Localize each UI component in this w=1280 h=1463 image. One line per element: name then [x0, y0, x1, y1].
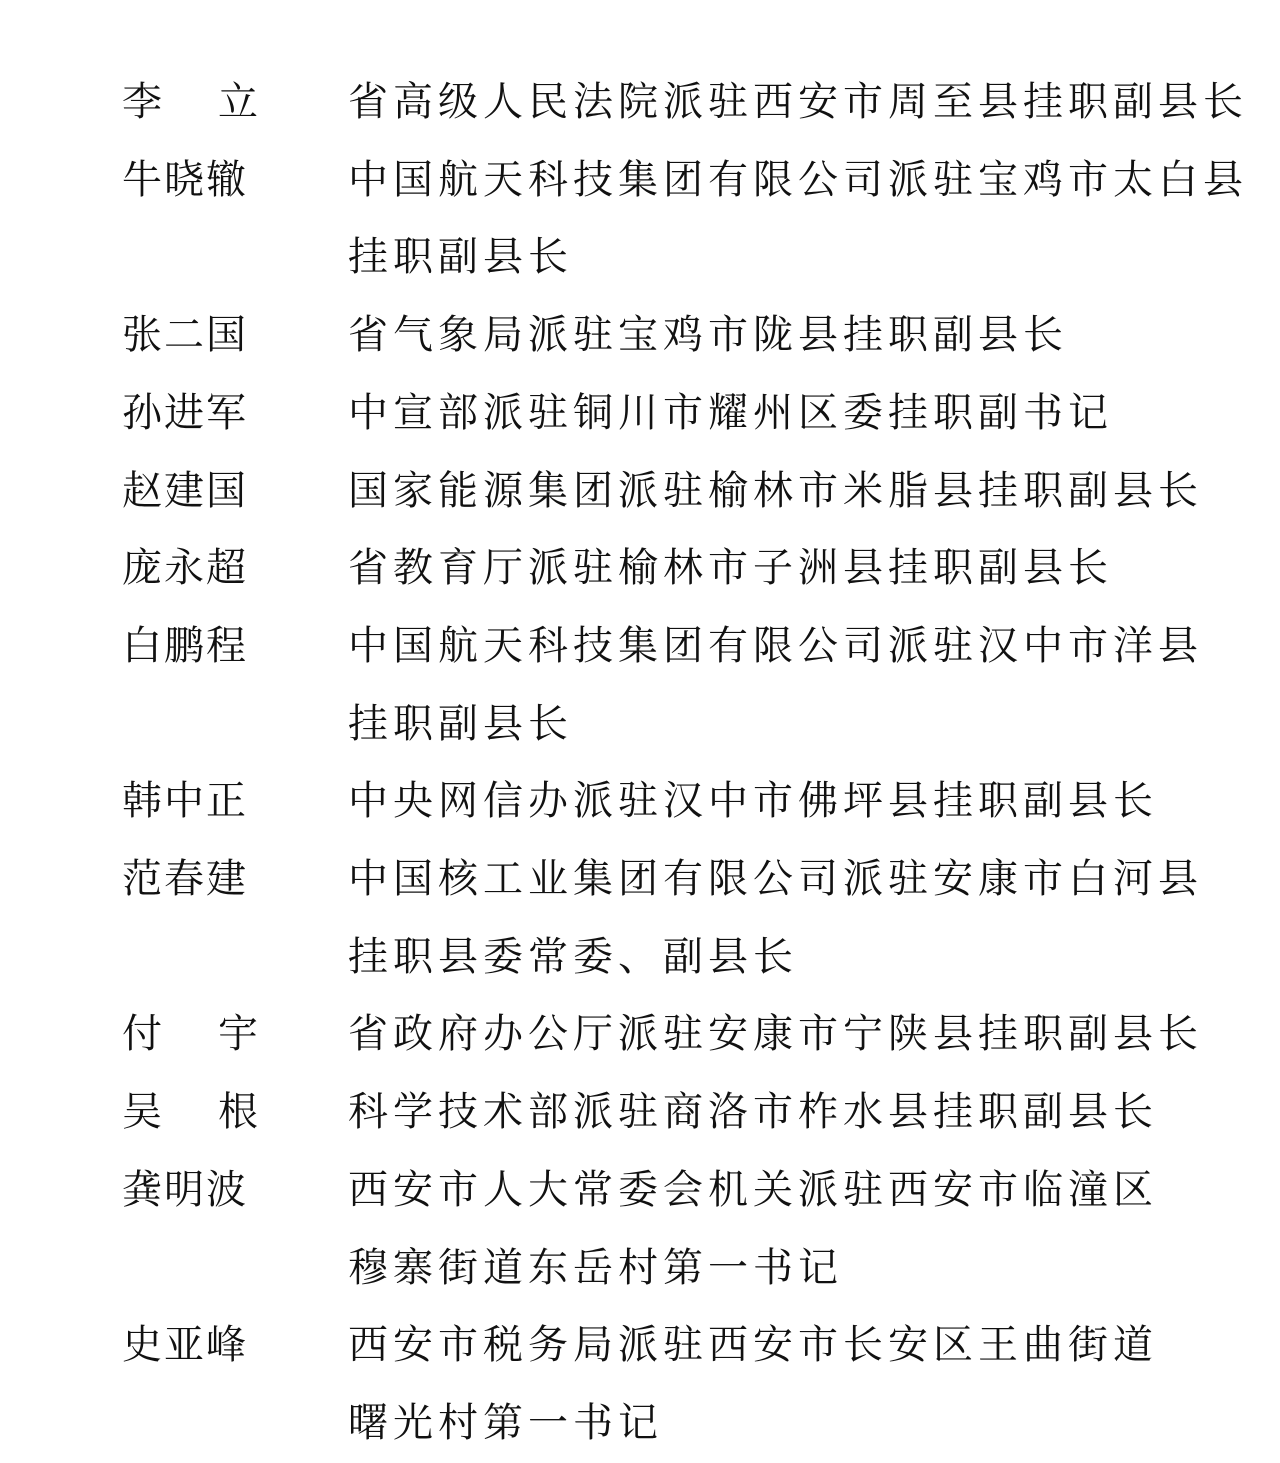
assignment-text: 西安市税务局派驻西安市长安区王曲街道 曙光村第一书记	[348, 1322, 1158, 1446]
assignment-text: 国家能源集团派驻榆林市米脂县挂职副县长	[348, 467, 1203, 514]
person-name: 张二国	[122, 312, 248, 359]
assignment-text: 中国航天科技集团有限公司派驻汉中市洋县 挂职副县长	[348, 622, 1203, 747]
list-item	[122, 375, 1262, 453]
assignment-text: 中国航天科技集团有限公司派驻宝鸡市太白县 挂职副县长	[348, 156, 1248, 281]
assignment-text: 省高级人民法院派驻西安市周至县挂职副县长	[348, 79, 1248, 125]
person-name: 庞永超	[122, 545, 248, 592]
list-item	[122, 1074, 1262, 1152]
assignment-text: 省教育厅派驻榆林市子洲县挂职副县长	[348, 545, 1113, 592]
assignment-text: 中宣部派驻铜川市耀州区委挂职副书记	[348, 389, 1113, 436]
person-name: 赵建国	[122, 467, 248, 514]
list-item	[122, 608, 1262, 763]
assignment-text: 省气象局派驻宝鸡市陇县挂职副县长	[348, 312, 1068, 359]
list-item	[122, 996, 1262, 1074]
person-name: 李 立	[122, 79, 258, 125]
assignment-text: 西安市人大常委会机关派驻西安市临潼区 穆寨街道东岳村第一书记	[348, 1166, 1158, 1291]
person-name: 白鹏程	[122, 622, 248, 669]
person-name: 付 宇	[122, 1011, 258, 1058]
list-item	[122, 530, 1262, 608]
assignment-text: 科学技术部派驻商洛市柞水县挂职副县长	[348, 1089, 1158, 1136]
person-name: 牛晓辙	[122, 156, 248, 203]
person-name: 孙进军	[122, 389, 248, 436]
person-name: 史亚峰	[122, 1322, 248, 1369]
list-item	[122, 297, 1262, 375]
list-item	[122, 453, 1262, 531]
person-name: 吴 根	[122, 1089, 258, 1136]
person-name: 韩中正	[122, 778, 248, 825]
list-item	[122, 64, 1262, 142]
appointment-list	[122, 64, 1262, 1463]
list-item	[122, 763, 1262, 841]
list-item	[122, 142, 1262, 297]
person-name: 龚明波	[122, 1166, 248, 1213]
assignment-text: 中国核工业集团有限公司派驻安康市白河县 挂职县委常委、副县长	[348, 856, 1203, 980]
list-item	[122, 1152, 1262, 1307]
person-name: 范春建	[122, 856, 248, 903]
list-item	[122, 1307, 1262, 1462]
assignment-text: 省政府办公厅派驻安康市宁陕县挂职副县长	[348, 1011, 1203, 1058]
list-item	[122, 841, 1262, 996]
assignment-text: 中央网信办派驻汉中市佛坪县挂职副县长	[348, 778, 1158, 825]
